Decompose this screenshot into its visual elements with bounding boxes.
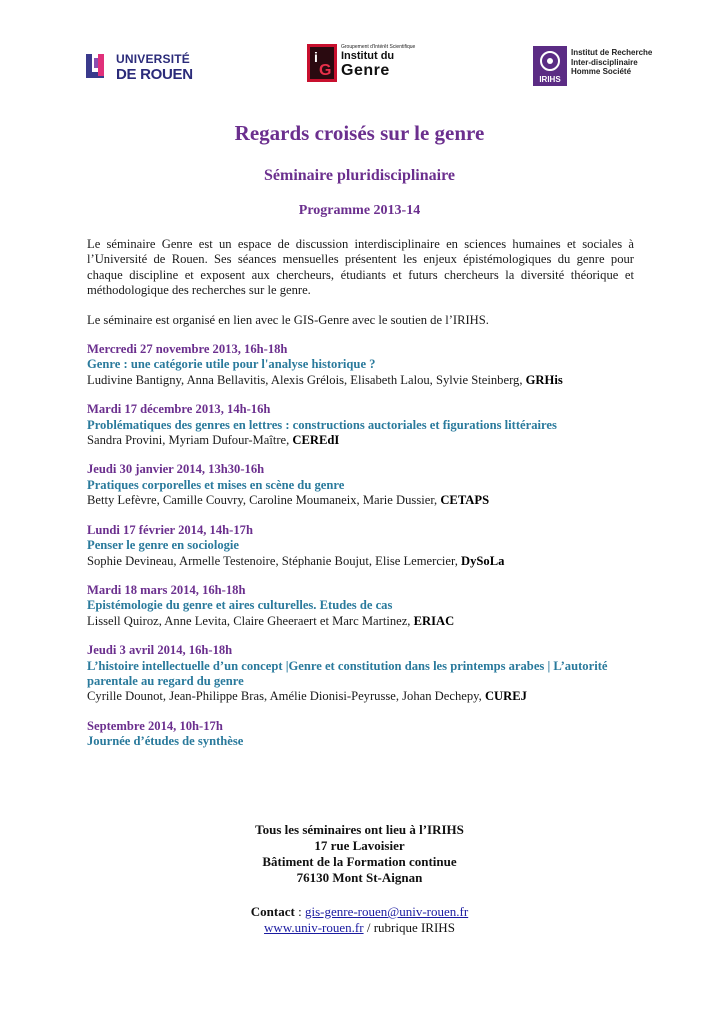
session-speakers [87, 493, 634, 508]
session-item [87, 523, 634, 569]
rouen-logo-line1: UNIVERSITÉ [116, 52, 191, 66]
venue-info [0, 822, 719, 886]
lab-name: CEREdI [292, 433, 340, 448]
session-title: Journée d’études de synthèse [87, 734, 244, 749]
irihs-logo-line2: Inter-disciplinaire [571, 57, 638, 67]
session-title: Penser le genre en sociologie [87, 538, 240, 553]
session-list [87, 342, 634, 750]
session-date: Mercredi 27 novembre 2013, 16h-18h [87, 342, 288, 357]
universite-rouen-mark-icon [86, 54, 112, 82]
session-speakers [87, 689, 634, 704]
lab-name: ERIAC [413, 613, 455, 628]
speaker-names: Sandra Provini, Myriam Dufour-Maître, [87, 433, 290, 448]
speaker-names: Betty Lefèvre, Camille Couvry, Caroline Moumaneix, Marie Dussier, [87, 493, 438, 508]
contact-email-link[interactable]: gis-genre-rouen@univ-rouen.fr [304, 904, 469, 919]
session-speakers [87, 433, 634, 448]
rouen-logo-line2: DE ROUEN [116, 66, 193, 83]
programme-heading: Programme 2013-14 [298, 203, 421, 218]
lab-name: GRHis [525, 372, 563, 387]
session-speakers [87, 614, 634, 629]
venue-line-3: Bâtiment de la Formation continue [262, 854, 457, 869]
contact-block [0, 904, 719, 936]
lab-name: CETAPS [440, 493, 490, 508]
session-item [87, 462, 634, 508]
session-item [87, 719, 634, 750]
session-title: L’histoire intellectuelle d’un concept |Genre et constitution dans les printemps arabes | L’autorité parentale au regard du genre [87, 658, 608, 688]
irihs-logo-line3: Homme Société [571, 67, 632, 76]
session-title: Genre : une catégorie utile pour l'analyse historique ? [87, 357, 376, 372]
session-item [87, 342, 634, 388]
universite-rouen-logo [86, 50, 206, 90]
session-date: Septembre 2014, 10h-17h [87, 718, 223, 733]
speaker-names: Lissell Quiroz, Anne Levita, Claire Gheeraert et Marc Martinez, [87, 613, 411, 628]
irihs-logo-line1: Institut de Recherche [571, 48, 653, 57]
session-date: Jeudi 3 avril 2014, 16h-18h [87, 643, 233, 658]
svg-text:i: i [314, 49, 318, 65]
contact-separator: : [294, 904, 305, 919]
intro-partnership: Le séminaire est organisé en lien avec le GIS-Genre avec le soutien de l’IRIHS. [87, 312, 489, 327]
session-date: Mardi 17 décembre 2013, 14h-16h [87, 402, 271, 417]
venue-line-4: 76130 Mont St-Aignan [296, 870, 423, 885]
session-item [87, 402, 634, 448]
irihs-badge: IRIHS [539, 75, 561, 84]
website-link[interactable]: www.univ-rouen.fr [264, 920, 364, 935]
session-speakers [87, 373, 634, 388]
svg-text:G: G [319, 62, 332, 79]
session-date: Mardi 18 mars 2014, 16h-18h [87, 582, 246, 597]
irihs-mark-icon [533, 46, 567, 86]
genre-logo-line2: Genre [341, 62, 390, 79]
speaker-names: Ludivine Bantigny, Anna Bellavitis, Alexis Grélois, Elisabeth Lalou, Sylvie Steinberg, [87, 372, 523, 387]
website-suffix: / rubrique IRIHS [363, 920, 455, 935]
session-speakers [87, 554, 634, 569]
speaker-names: Cyrille Dounot, Jean-Philippe Bras, Amélie Dionisi-Peyrusse, Johan Dechepy, [87, 689, 482, 704]
session-item [87, 583, 634, 629]
logo-bar [0, 40, 719, 96]
session-item [87, 643, 634, 705]
lab-name: CUREJ [484, 689, 527, 704]
session-date: Jeudi 30 janvier 2014, 13h30-16h [87, 462, 265, 477]
session-title: Problématiques des genres en lettres : constructions auctoriales et figurations littéraires [87, 417, 557, 432]
page-subtitle: Séminaire pluridisciplinaire [264, 167, 455, 184]
venue-line-2: 17 rue Lavoisier [314, 838, 405, 853]
main-content [87, 237, 634, 750]
page-title: Regards croisés sur le genre [234, 121, 485, 145]
speaker-names: Sophie Devineau, Armelle Testenoire, Stéphanie Boujut, Elise Lemercier, [87, 553, 458, 568]
intro-paragraph: Le séminaire Genre est un espace de discussion interdisciplinaire en sciences humaines et sociales à l’Université de Rouen. Ses séances mensuelles présentent les enjeux épistémologiques du genre pour chaque discipline et exposent aux chercheurs, étudiants et futurs chercheurs la diversité théorique et méthodologique des recherches sur le genre. [87, 237, 634, 298]
session-title: Pratiques corporelles et mises en scène du genre [87, 477, 345, 492]
session-title: Epistémologie du genre et aires culturelles. Etudes de cas [87, 598, 393, 613]
lab-name: DySoLa [461, 553, 505, 568]
venue-line-1: Tous les séminaires ont lieu à l’IRIHS [255, 822, 464, 837]
institut-du-genre-logo [307, 40, 417, 90]
session-date: Lundi 17 février 2014, 14h-17h [87, 522, 253, 537]
contact-label: Contact [250, 904, 295, 919]
irihs-logo [533, 46, 683, 90]
institut-du-genre-mark-icon [307, 44, 337, 82]
genre-logo-line1: Institut du [341, 50, 395, 62]
genre-logo-tagline: Groupement d'Intérêt Scientifique [341, 44, 416, 50]
